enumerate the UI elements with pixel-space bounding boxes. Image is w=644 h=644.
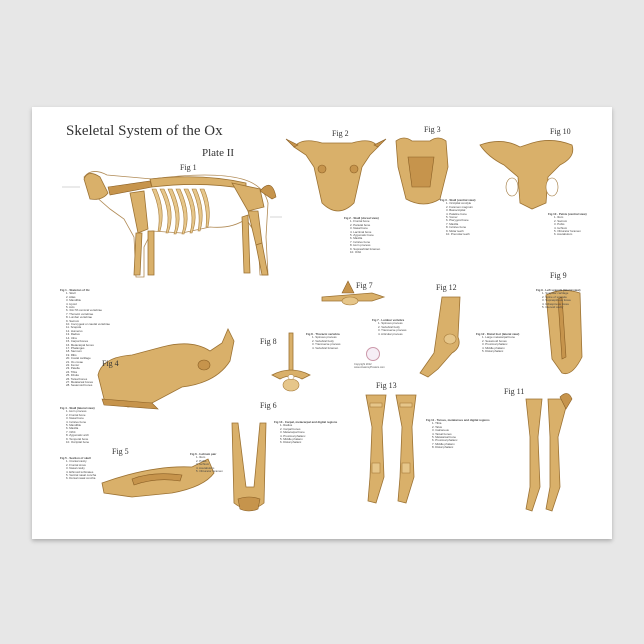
fig2-skull-dorsal-illustration — [286, 139, 386, 211]
fig4-caption-list — [60, 410, 140, 444]
copyright-text: Copyright 2012 — [354, 363, 372, 366]
fig13-caption-list — [274, 424, 358, 444]
website-text: www.AnatomyPosters.com — [354, 366, 385, 369]
fig5-caption-item: 3. Nasal cavity — [66, 466, 85, 471]
fig7-caption-item: 1. Spinous process — [378, 321, 403, 326]
fig13-caption-item: 3. Metacarpal bone — [280, 430, 305, 435]
fig7-caption — [372, 319, 432, 336]
fig5-caption — [60, 457, 114, 481]
fig1-caption-item: 21. Os coxae — [66, 359, 84, 364]
fig7-caption-item: 4. Articular process — [378, 331, 403, 336]
fig4-caption-item: 9. Temporal bone — [66, 436, 89, 441]
fig6-caption — [190, 453, 246, 473]
fig4-caption — [60, 407, 140, 444]
fig8-caption-item: 3. Transverse process — [312, 342, 341, 347]
fig2-caption — [344, 217, 414, 254]
fig1-caption-item: 12. Humerus — [66, 328, 83, 333]
fig1-caption-item: 16. Metacarpal bones — [66, 342, 94, 347]
fig3-caption — [440, 199, 508, 236]
fig9-caption-item: 3. Supraspinous fossa — [542, 298, 571, 303]
fig6-caption-list — [190, 456, 246, 473]
fig1-caption-item: 28. Sesamoid bones — [66, 383, 93, 388]
fig2-caption-item: 3. Nasal bone — [350, 226, 368, 231]
fig3-caption-item: 5. Vomer — [446, 215, 458, 220]
fig5-caption-item: 2. Frontal sinus — [66, 462, 86, 467]
fig11-caption-item: 2. Talus — [432, 424, 442, 429]
fig1-caption-item: 3. Mandible — [66, 298, 81, 303]
fig11-caption — [426, 419, 510, 450]
fig11-caption-item: 3. Calcaneus — [432, 428, 449, 433]
anatomy-poster — [32, 107, 612, 539]
fig11-label: Fig 11 — [504, 387, 525, 396]
fig9-caption-item: 5. Glenoid cavity — [542, 305, 564, 310]
fig5-caption-item: 1. Cranial cavity — [66, 459, 87, 464]
fig3-caption-item: 1. Occipital condyle — [446, 201, 472, 206]
fig4-label: Fig 4 — [102, 359, 119, 368]
fig11-caption-item: 4. Tarsal bones — [432, 431, 452, 436]
fig6-caption-item: 1. Ilium — [196, 455, 206, 460]
fig4-caption-item: 3. Nasal bone — [66, 416, 84, 421]
fig2-caption-item: 10. Orbit — [350, 250, 362, 255]
fig1-caption-item: 1. Skull — [66, 291, 76, 296]
fig5-caption-item: 4. Ethmoid turbinates — [66, 469, 94, 474]
fig4-caption-item: 6. Maxilla — [66, 426, 79, 431]
fig1-caption-title: Fig 1 - Skeleton of Ox — [60, 288, 90, 292]
fig13-caption-item: 6. Distal phalanx — [280, 440, 302, 445]
fig8-thoracic-vertebra-illustration — [272, 333, 310, 391]
fig12-caption-item: 2. Sesamoid bones — [482, 338, 507, 343]
fig1-caption-item: 9. Sacrum — [66, 318, 80, 323]
fig10-caption-title: Fig 10 - Pelvis (ventral view) — [548, 212, 587, 216]
fig2-caption-item: 2. Parietal bone — [350, 222, 371, 227]
fig1-caption-item: 14. Ulna — [66, 335, 77, 340]
fig1-caption-item: 23. Patella — [66, 366, 80, 371]
fig6-caption-item: 3. Ischium — [196, 462, 210, 467]
fig1-caption-list — [60, 292, 184, 387]
fig3-skull-ventral-illustration — [396, 138, 448, 204]
fig10-caption-item: 6. Acetabulum — [554, 232, 573, 237]
fig6-caption-item: 4. Acetabulum — [196, 465, 215, 470]
fig9-caption-item: 2. Spine of scapula — [542, 294, 567, 299]
fig7-caption-list — [372, 322, 432, 336]
fig10-caption-item: 1. Ilium — [554, 215, 564, 220]
fig9-caption-list — [536, 292, 600, 309]
fig3-caption-item: 6. Pterygoid bone — [446, 218, 469, 223]
fig9-label: Fig 9 — [550, 271, 567, 280]
fig3-caption-title: Fig 3 - Skull (ventral view) — [440, 198, 476, 202]
fig7-caption-title: Fig 7 - Lumbar vertebra — [372, 318, 405, 322]
fig12-caption — [476, 333, 540, 353]
fig6-caption-title: Fig 6 - Ischium pair — [190, 452, 217, 456]
fig2-caption-item: 4. Lacrimal bone — [350, 229, 372, 234]
fig12-distal-foot-illustration — [420, 297, 460, 377]
fig8-caption — [306, 333, 366, 350]
fig4-caption-item: 7. Orbit — [66, 429, 76, 434]
fig12-caption-item: 5. Distal phalanx — [482, 349, 504, 354]
fig2-caption-title: Fig 2 - Skull (dorsal view) — [344, 216, 379, 220]
fig3-caption-list — [440, 202, 508, 236]
fig2-caption-item: 6. Maxilla — [350, 236, 363, 241]
fig13-label: Fig 13 — [376, 381, 397, 390]
fig3-caption-item: 2. Foramen magnum — [446, 204, 473, 209]
fig11-caption-item: 7. Middle phalanx — [432, 441, 455, 446]
fig8-caption-item: 4. Vertebral foramen — [312, 345, 339, 350]
fig1-caption-item: 25. Fibula — [66, 373, 79, 378]
fig1-caption-item: 4. Hyoid — [66, 301, 77, 306]
fig10-caption-item: 2. Sacrum — [554, 218, 568, 223]
poster-title: Skeletal System of the Ox — [66, 123, 223, 139]
fig10-caption-item: 4. Ischium — [554, 225, 568, 230]
fig9-caption — [536, 289, 600, 309]
copyright-note — [354, 363, 394, 369]
fig12-caption-title: Fig 12 - Distal foot (lateral view) — [476, 332, 520, 336]
fig3-caption-item: 10. Premolar teeth — [446, 232, 470, 237]
fig11-caption-item: 5. Metatarsal bone — [432, 435, 456, 440]
fig3-caption-item: 8. Incisive bone — [446, 225, 467, 230]
publisher-logo — [366, 347, 380, 361]
fig13-caption — [274, 421, 358, 445]
fig2-caption-list — [344, 220, 414, 254]
fig1-label: Fig 1 — [180, 163, 197, 172]
fig1-skeleton-illustration — [62, 171, 282, 277]
fig3-caption-item: 7. Maxilla — [446, 221, 459, 226]
fig7-caption-item: 3. Transverse process — [378, 328, 407, 333]
fig5-caption-item: 5. Ventral nasal concha — [66, 473, 97, 478]
fig1-caption — [60, 289, 184, 388]
fig1-caption-item: 13. Radius — [66, 332, 80, 337]
fig2-caption-item: 1. Frontal bone — [350, 219, 370, 224]
fig5-caption-item: 6. Dorsal nasal concha — [66, 476, 96, 481]
fig1-caption-item: 11. Scapula — [66, 325, 82, 330]
fig11-tarsal-region-illustration — [526, 393, 572, 511]
fig12-caption-item: 4. Middle phalanx — [482, 345, 505, 350]
fig13-caption-title: Fig 13 - Carpal, metacarpal and digital regions — [274, 420, 338, 424]
fig6-caption-item: 5. Obturator foramen — [196, 469, 223, 474]
fig11-caption-list — [426, 422, 510, 449]
fig12-caption-item: 1. Large metacarpal bone — [482, 335, 515, 340]
fig1-caption-item: 15. Carpal bones — [66, 339, 89, 344]
fig3-label: Fig 3 — [424, 125, 441, 134]
fig12-caption-item: 3. Proximal phalanx — [482, 342, 508, 347]
fig1-caption-item: 2. Atlas — [66, 294, 76, 299]
fig1-caption-item: 19. Ribs — [66, 352, 77, 357]
fig1-caption-item: 7. Thoracic vertebrae — [66, 311, 94, 316]
fig4-caption-item: 1. Horn process — [66, 409, 87, 414]
fig12-caption-list — [476, 336, 540, 353]
fig4-caption-item: 8. Zygomatic arch — [66, 433, 89, 438]
fig9-caption-item: 4. Infraspinous fossa — [542, 301, 569, 306]
fig11-caption-item: 1. Tibia — [432, 421, 442, 426]
fig8-caption-item: 2. Vertebral body — [312, 338, 334, 343]
poster-plate: Plate II — [202, 147, 235, 159]
fig6-caption-item: 2. Pubis — [196, 458, 207, 463]
fig1-caption-item: 27. Metatarsal bones — [66, 379, 93, 384]
fig5-caption-list — [60, 460, 114, 480]
fig13-caption-item: 4. Proximal phalanx — [280, 433, 306, 438]
fig9-caption-item: 1. Scapular cartilage — [542, 291, 569, 296]
fig10-caption-item: 3. Pubis — [554, 222, 565, 227]
fig3-caption-item: 4. Palatine bone — [446, 211, 467, 216]
fig1-caption-item: 5. Axis — [66, 305, 75, 310]
fig2-label: Fig 2 — [332, 129, 349, 138]
fig4-caption-item: 4. Incisive bone — [66, 419, 87, 424]
fig4-caption-title: Fig 4 - Skull (lateral view) — [60, 406, 95, 410]
fig13-caption-item: 2. Carpal bones — [280, 426, 301, 431]
fig1-caption-item: 18. Sternum — [66, 349, 82, 354]
fig1-caption-item: 24. Tibia — [66, 369, 77, 374]
fig2-caption-item: 7. Incisive bone — [350, 239, 371, 244]
fig2-caption-item: 9. Supraorbital foramen — [350, 246, 381, 251]
fig3-caption-item: 3. Basioccipital — [446, 208, 466, 213]
fig5-caption-title: Fig 5 - Section of skull — [60, 456, 91, 460]
fig11-caption-item: 6. Proximal phalanx — [432, 438, 458, 443]
fig10-label: Fig 10 — [550, 127, 571, 136]
fig1-caption-item: 26. Tarsal bones — [66, 376, 88, 381]
fig13-carpal-region-illustration — [366, 395, 416, 503]
fig10-caption-list — [548, 216, 604, 236]
fig8-caption-item: 1. Spinous process — [312, 335, 337, 340]
fig8-label: Fig 8 — [260, 337, 277, 346]
fig4-caption-item: 10. Occipital bone — [66, 440, 90, 445]
fig1-caption-item: 8. Lumbar vertebrae — [66, 315, 93, 320]
fig9-caption-title: Fig 9 - Left scapula (lateral view) — [536, 288, 581, 292]
fig10-caption — [548, 213, 604, 237]
fig4-caption-item: 2. Frontal bone — [66, 412, 86, 417]
fig4-caption-item: 5. Mandible — [66, 423, 81, 428]
fig1-caption-item: 6. 3rd-7th cervical vertebrae — [66, 308, 102, 313]
fig8-caption-list — [306, 336, 366, 350]
fig5-label: Fig 5 — [112, 447, 129, 456]
fig11-caption-item: 8. Distal phalanx — [432, 445, 454, 450]
fig12-label: Fig 12 — [436, 283, 457, 292]
fig11-caption-title: Fig 11 - Tarsus, metatarsus and digital regions — [426, 418, 490, 422]
fig1-caption-item: 22. Femur — [66, 362, 80, 367]
fig1-caption-item: 20. Costal cartilage — [66, 356, 91, 361]
fig2-caption-item: 5. Zygomatic bone — [350, 233, 374, 238]
fig13-caption-item: 1. Radius — [280, 423, 293, 428]
fig6-label: Fig 6 — [260, 401, 277, 410]
fig13-caption-item: 5. Middle phalanx — [280, 437, 303, 442]
fig3-caption-item: 9. Molar teeth — [446, 228, 464, 233]
fig1-caption-item: 10. Coccygeal or caudal vertebrae — [66, 322, 111, 327]
fig7-caption-item: 2. Vertebral body — [378, 324, 400, 329]
fig8-caption-title: Fig 8 - Thoracic vertebra — [306, 332, 340, 336]
fig7-lumbar-vertebra-illustration — [322, 281, 384, 305]
fig2-caption-item: 8. Horn process — [350, 243, 371, 248]
fig7-label: Fig 7 — [356, 281, 373, 290]
fig1-caption-item: 17. Phalanges — [66, 345, 85, 350]
fig10-caption-item: 5. Obturator foramen — [554, 229, 581, 234]
